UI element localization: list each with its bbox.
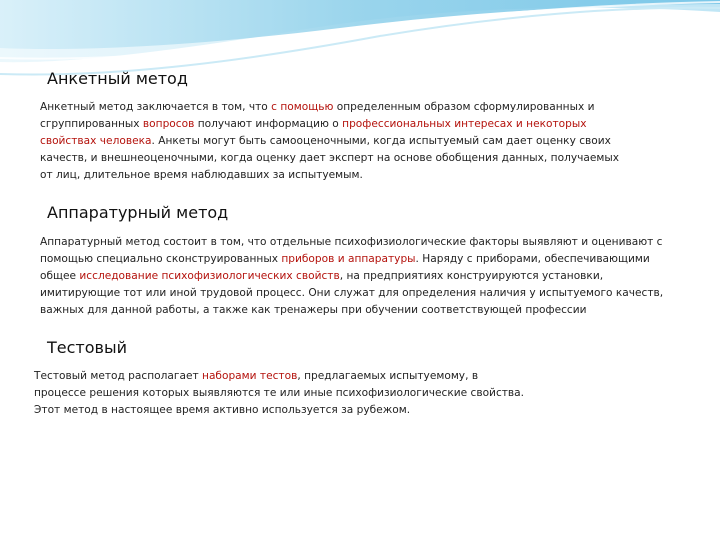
section-text-questionnaire bbox=[40, 99, 619, 184]
section-heading-questionnaire: Анкетный метод bbox=[47, 69, 188, 88]
text-segment: . Анкеты могут быть самооценочными, когда испытуемый сам дает оценку своих bbox=[151, 135, 611, 147]
text-segment: важных для данной работы, а также как тренажеры при обучении соответствующей профессии bbox=[40, 304, 587, 316]
text-line bbox=[40, 285, 663, 302]
text-segment: , на предприятиях конструируются установки, bbox=[339, 270, 604, 282]
text-segment: , предлагаемых испытуемому, в bbox=[297, 370, 479, 382]
text-line bbox=[40, 302, 663, 319]
text-segment: сгруппированных bbox=[40, 118, 143, 130]
highlighted-term: свойствах человека bbox=[40, 135, 152, 147]
text-segment: помощью специально сконструированных bbox=[40, 253, 282, 265]
highlighted-term: профессиональных интересах и некоторых bbox=[342, 118, 587, 130]
text-line bbox=[40, 150, 619, 167]
section-text-test bbox=[34, 368, 524, 419]
text-segment: имитирующие тот или иной трудовой процесс. Они служат для определения наличия у испытуемого качеств, bbox=[40, 287, 664, 299]
text-line bbox=[40, 167, 619, 184]
text-segment: общее bbox=[40, 270, 80, 282]
highlighted-term: наборами тестов bbox=[202, 370, 298, 382]
section-heading-instrumental: Аппаратурный метод bbox=[47, 203, 229, 222]
text-segment: Анкетный метод заключается в том, что bbox=[40, 101, 272, 113]
section-text-instrumental bbox=[40, 234, 663, 319]
highlighted-term: с помощью bbox=[271, 101, 334, 113]
text-line bbox=[34, 385, 524, 402]
text-segment: . Наряду с приборами, обеспечивающими bbox=[415, 253, 650, 265]
highlighted-term: вопросов bbox=[142, 118, 195, 130]
text-segment: от лиц, длительное время наблюдавших за испытуемым. bbox=[40, 169, 363, 181]
highlighted-term: исследование психофизиологических свойств bbox=[79, 270, 340, 282]
text-segment: Этот метод в настоящее время активно используется за рубежом. bbox=[34, 404, 411, 416]
text-line bbox=[34, 368, 524, 385]
text-line bbox=[40, 116, 619, 133]
text-segment: процессе решения которых выявляются те или иные психофизиологические свойства. bbox=[34, 387, 525, 399]
text-line bbox=[34, 402, 524, 419]
highlighted-term: приборов и аппаратуры bbox=[281, 253, 416, 265]
text-segment: Тестовый метод располагает bbox=[34, 370, 203, 382]
text-segment: качеств, и внешнеоценочными, когда оценку дает эксперт на основе обобщения данных, получаемых bbox=[40, 152, 619, 164]
text-line bbox=[40, 268, 663, 285]
text-line bbox=[40, 99, 619, 116]
text-line bbox=[40, 133, 619, 150]
text-segment: получают информацию о bbox=[194, 118, 343, 130]
section-heading-test: Тестовый bbox=[47, 338, 127, 357]
text-line bbox=[40, 251, 663, 268]
text-segment: Аппаратурный метод состоит в том, что отдельные психофизиологические факторы выявляют и оценивают с bbox=[40, 236, 663, 248]
text-line bbox=[40, 234, 663, 251]
text-segment: определенным образом сформулированных и bbox=[333, 101, 595, 113]
